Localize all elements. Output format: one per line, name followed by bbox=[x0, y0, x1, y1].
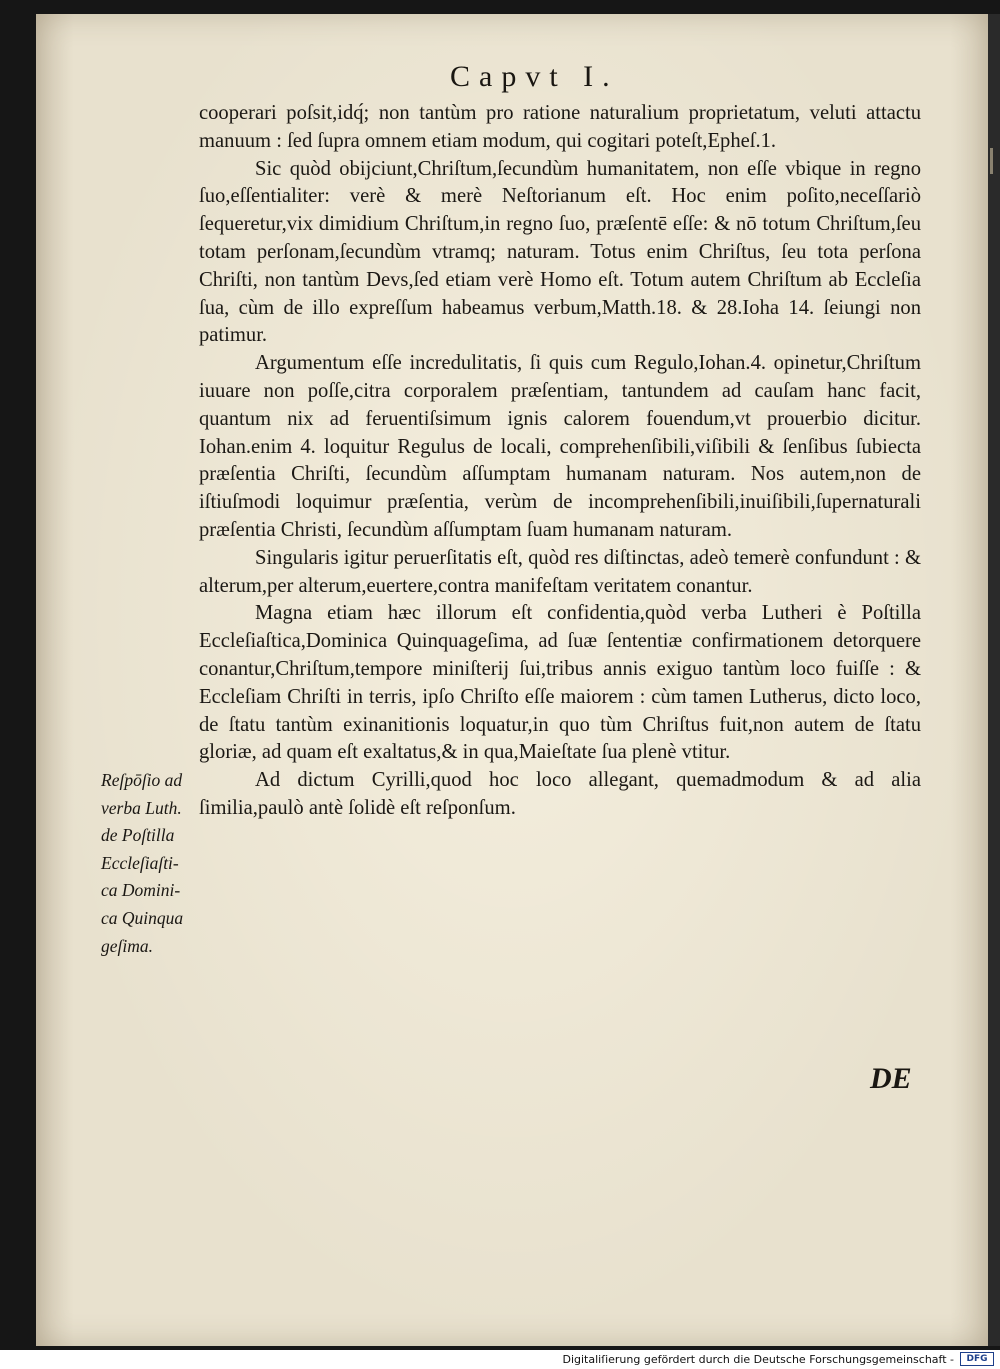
paragraph-1: cooperari poſsit,idq́; non tantùm pro ratione naturalium proprietatum, veluti attactu manuum : ſed ſupra omnem etiam modum, qui cogitari poteſt,Epheſ.1. bbox=[199, 102, 921, 152]
marginal-note-line: Eccleſiaſti- bbox=[101, 852, 179, 873]
page-edge-shadow bbox=[988, 14, 1000, 1346]
dfg-logo-icon: DFG bbox=[960, 1352, 994, 1366]
paragraph-2: Sic quòd obijciunt,Chriſtum,ſecundùm humanitatem, non eſſe vbique in regno ſuo,eſſentialiter: verè & merè Neſtorianum eſt. Hoc enim poſito,neceſſariò ſequeretur,vix dimidium Chriſtum,in regno ſuo, præſentē eſſe: & nō totum Chriſtum,ſeu totam perſonam,ſecundùm vtramq; naturam. Totus enim Chriſtus, ſeu tota perſona Chriſti, non tantùm Devs,ſed etiam verè Homo eſt. Totum autem Chriſtum ab Eccleſia ſua, cùm de illo expreſſum habeamus verbum,Matth.18. & 28.Ioha 14. ſeiungi non patimur. bbox=[199, 157, 921, 347]
main-text-block bbox=[199, 100, 921, 823]
marginal-note-line: Reſpōſio ad bbox=[101, 770, 183, 790]
marginal-note-line: geſima. bbox=[101, 935, 154, 956]
gutter-mark bbox=[990, 148, 993, 174]
marginal-note bbox=[101, 767, 205, 960]
catchword: DE bbox=[870, 1062, 912, 1095]
marginal-note-line: verba Luth. bbox=[101, 797, 182, 818]
marginal-note-line: de Poſtilla bbox=[101, 825, 175, 846]
marginal-note-line: ca Domini- bbox=[101, 880, 181, 901]
running-head: Capvt I. bbox=[450, 60, 619, 93]
digitization-footer bbox=[0, 1350, 1000, 1369]
paragraph-3: Argumentum eſſe incredulitatis, ſi quis cum Regulo,Iohan.4. opinetur,Chriſtum iuuare non poſſe,citra corporalem præſentiam, tantundem ad cauſam hanc facit, quantum nix ad feruentiſsimum ignis calorem fouendum,vt prouerbio dicitur. Iohan.enim 4. loquitur Regulus de locali, comprehenſibili,viſibili & ſenſibus ſubiecta præſentia Chriſti, ſecundùm aſſumptam humanam naturam. Nos autem,non de iſtiuſmodi loquimur præſentia, verùm de incomprehenſibili,inuiſibili,ſupernaturali præſentia Christi, ſecundùm aſſumptam ſuam humanam naturam. bbox=[199, 352, 921, 541]
paragraph-4: Singularis igitur peruerſitatis eſt, quòd res diſtinctas, adeò temerè confundunt : & alterum,per alterum,euertere,contra manifeſtam veritatem conantur. bbox=[199, 546, 921, 597]
marginal-note-line: ca Quinqua bbox=[101, 907, 184, 928]
paragraph-6: Ad dictum Cyrilli,quod hoc loco allegant, quemadmodum & ad alia ſimilia,paulò antè ſolidè eſt reſponſum. bbox=[199, 769, 921, 819]
paragraph-5: Magna etiam hæc illorum eſt confidentia,quòd verba Lutheri è Poſtilla Eccleſiaſtica,Dominica Quinquageſima, ad ſuæ ſententiæ confirmationem detorquere conantur,Chriſtum,tempore miniſterij ſui,tribus annis exiguo tantùm loco fuiſſe : & Eccleſiam Chriſti in terris, ipſo Chriſto eſſe maiorem : cùm tamen Lutherus, dicto loco, de ſtatu tantùm exinanitionis loquatur,in quo tùm Chriſtus fuit,non autem de ſtatu gloriæ, ad quam eſt exaltatus,& in qua,Maieſtate ſua plenè vtitur. bbox=[199, 602, 921, 764]
funding-credit: Digitaliſierung gefördert durch die Deutsche Forschungsgemeinschaft - bbox=[562, 1353, 954, 1366]
